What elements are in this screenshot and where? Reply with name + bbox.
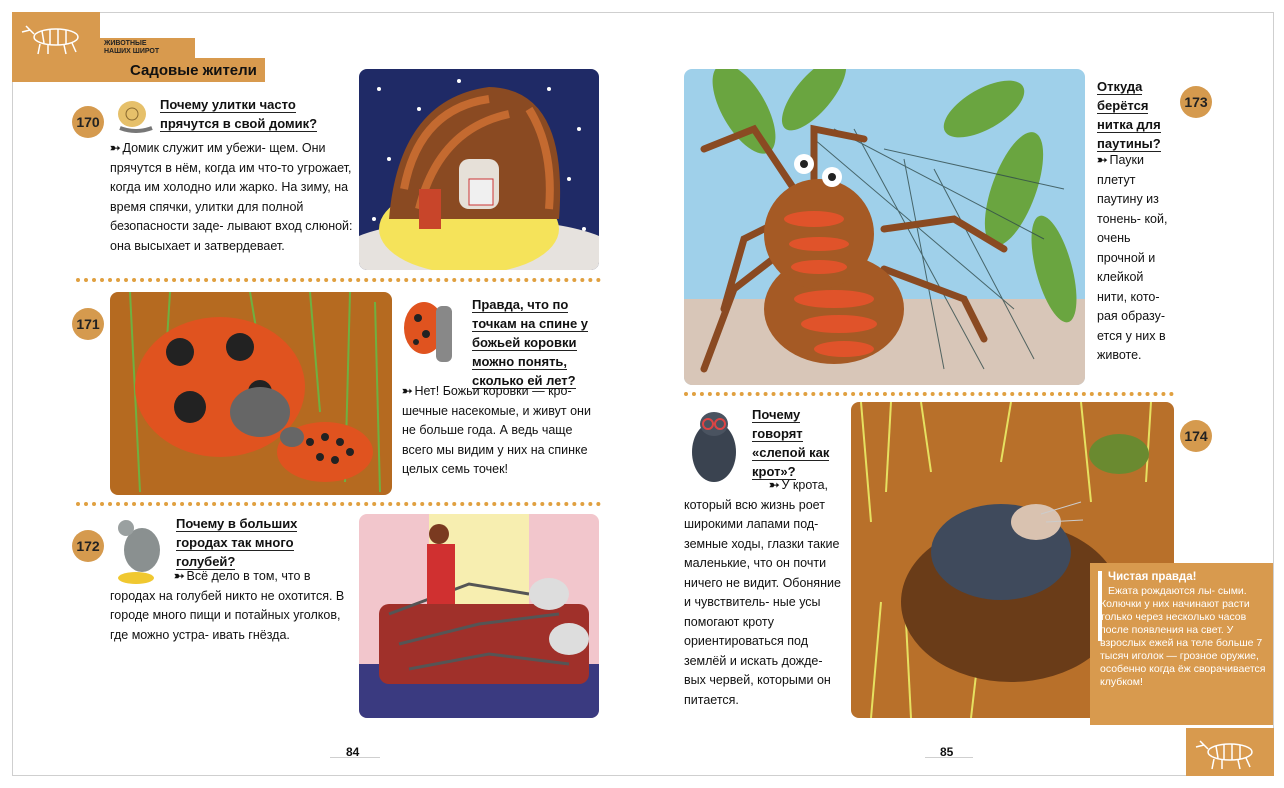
- question-171: Правда, что по точкам на спине у божьей коровки можно понять, сколько ей лет?: [472, 297, 589, 388]
- divider-dots: [684, 392, 1174, 396]
- zebra-logo-icon: [12, 12, 100, 58]
- snail-illustration: [359, 69, 599, 270]
- question-number-170: 170: [72, 106, 104, 138]
- question-173: Откуда берётся нитка для паутины?: [1097, 79, 1161, 151]
- answer-172: ➳ Всё дело в том, что в городах на голубей никто не охотится. В городе много пищи и потайных уголков, где можно устра- ивать гнёзда.: [110, 569, 345, 642]
- snail-icon: [110, 88, 156, 138]
- question-number-174: 174: [1180, 420, 1212, 452]
- footer-logo-tag: [1186, 728, 1274, 776]
- pigeons-illustration: [359, 514, 599, 718]
- ladybug-illustration: [110, 292, 392, 495]
- question-170: Почему улитки часто прячутся в свой домик?: [160, 97, 318, 131]
- answer-174: ➳ У крота, который всю жизнь роет широкими лапами под- земные ходы, глазки такие маленькие, что он почти ничего не видит. Обоняние и чувствитель- ные усы помогают кроту ориентироваться под землёй и искать дожде- вых червей, которыми он питается.: [684, 478, 841, 707]
- section-label: ЖИВОТНЫЕ НАШИХ ШИРОТ: [104, 40, 160, 55]
- question-172: Почему в больших городах так много голубей?: [176, 516, 298, 569]
- page-number-left: 84: [346, 745, 360, 759]
- arrow-icon: ➳: [174, 569, 183, 583]
- divider-dots: [76, 278, 601, 282]
- arrow-icon: ➳: [769, 478, 778, 492]
- answer-171: ➳ Нет! Божьи коровки — кро- шечные насекомые, и живут они не больше года. А ведь чаще всего мы видим у них на спинке целых семь точек!: [402, 384, 591, 476]
- mole-icon: [686, 402, 744, 484]
- answer-173: ➳ Пауки плетут паутину из тонень- кой, очень прочной и клейкой нити, кото- рая образу- ется у них в животе.: [1097, 153, 1168, 362]
- truth-box: [1090, 563, 1273, 725]
- truth-title: Чистая правда!: [1108, 571, 1197, 583]
- truth-text: Ежата рождаются лы- сыми. Колючки у них начинают расти только через несколько часов после появления на свет. У взрослых ежей на теле больше 7 тысяч иголок — грозное оружие, особенно когда ёж сворачивается клубком!: [1100, 585, 1266, 688]
- question-174: Почему говорят «слепой как крот»?: [752, 407, 830, 479]
- zebra-logo-icon: [1186, 728, 1274, 776]
- page-number-right: 85: [940, 745, 954, 759]
- chapter-title-box: [12, 58, 265, 82]
- ladybug-icon: [400, 294, 468, 374]
- arrow-icon: ➳: [402, 384, 411, 398]
- section-logo-tag: [12, 12, 100, 58]
- answer-170: ➳ Домик служит им убежи- щем. Они прячутся в нём, когда им что-то угрожает, когда им холодно или жарко. На зиму, на время спячки, улитки для полной безопасности заде- лывают вход слюной: она высыхает и затвердевает.: [110, 141, 353, 253]
- chapter-title: Садовые жители: [130, 62, 257, 79]
- question-number-173: 173: [1180, 86, 1212, 118]
- section-label-box: [100, 38, 195, 58]
- question-number-171: 171: [72, 308, 104, 340]
- arrow-icon: ➳: [1097, 153, 1106, 167]
- divider-dots: [76, 502, 601, 506]
- arrow-icon: ➳: [110, 141, 119, 155]
- spider-illustration: [684, 69, 1085, 385]
- question-number-172: 172: [72, 530, 104, 562]
